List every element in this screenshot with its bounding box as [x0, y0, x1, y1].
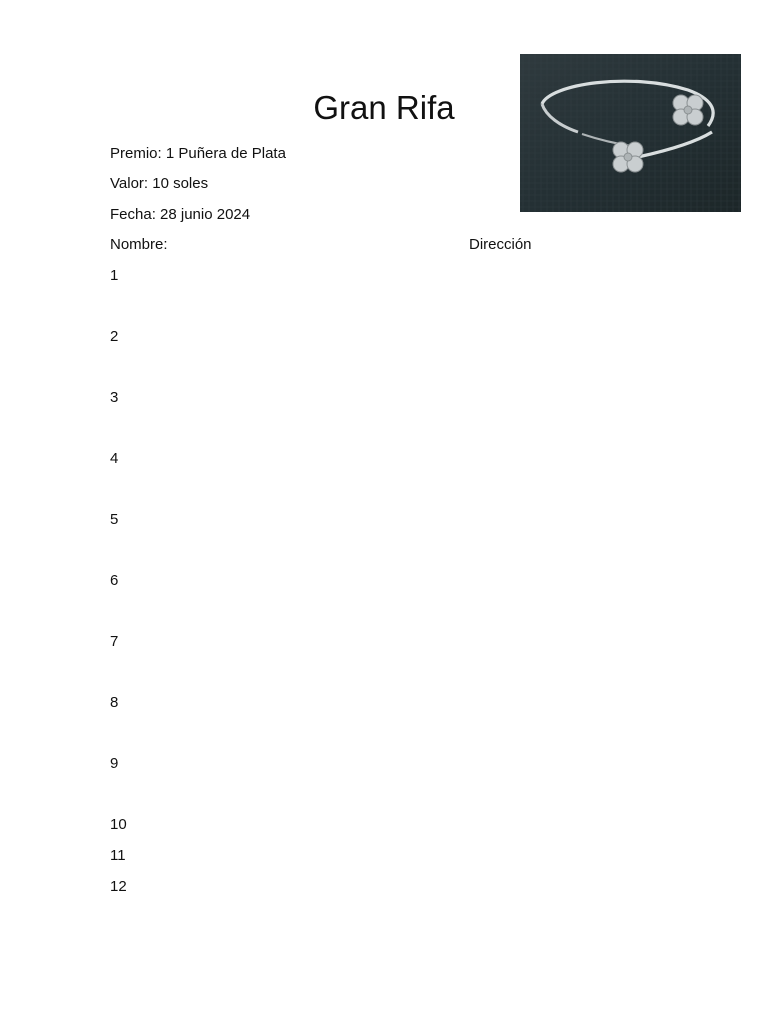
entry-number: 7 [110, 633, 119, 650]
entry-number: 3 [110, 389, 119, 406]
entry-number: 10 [110, 816, 127, 833]
page-title: Gran Rifa [313, 89, 455, 126]
entry-number: 12 [110, 878, 127, 895]
entry-number: 8 [110, 694, 119, 711]
entry-number: 1 [110, 267, 119, 284]
entry-number: 2 [110, 328, 119, 345]
entry-number: 9 [110, 755, 119, 772]
entry-number: 4 [110, 450, 119, 467]
prize-photo [520, 54, 741, 212]
date-line: Fecha: 28 junio 2024 [110, 206, 251, 223]
entry-number: 11 [110, 847, 126, 864]
name-header: Nombre: [110, 236, 168, 253]
value-line: Valor: 10 soles [110, 175, 209, 192]
entry-number: 5 [110, 511, 119, 528]
address-header: Dirección [469, 236, 532, 253]
prize-line: Premio: 1 Puñera de Plata [110, 145, 286, 162]
entry-number: 6 [110, 572, 119, 589]
